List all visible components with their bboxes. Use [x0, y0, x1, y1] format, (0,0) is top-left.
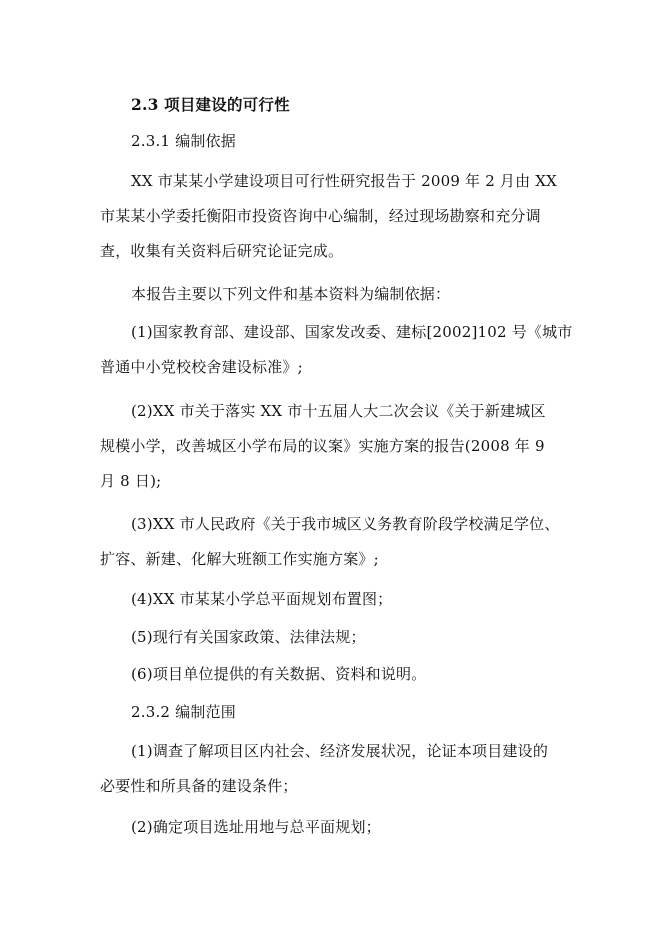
list-item-line: 普通中小党校校舍建设标准》; — [100, 358, 303, 376]
list-item-line: (5)现行有关国家政策、法律法规； — [131, 628, 366, 646]
paragraph-line: 本报告主要以下列文件和基本资料为编制依据： — [131, 285, 451, 303]
list-item-line: (2)XX 市关于落实 XX 市十五届人大二次会议《关于新建城区 — [131, 402, 546, 420]
list-item-line: (2)确定项目选址用地与总平面规划； — [131, 818, 381, 836]
subsection-title: 2.3.1 编制依据 — [131, 132, 236, 150]
list-item-line: (1)调查了解项目区内社会、经济发展状况，论证本项目建设的 — [131, 742, 549, 760]
subsection-title: 2.3.2 编制范围 — [131, 703, 236, 721]
list-item-line: (6)项目单位提供的有关数据、资料和说明。 — [131, 665, 427, 683]
list-item-line: (4)XX 市某某小学总平面规划布置图； — [131, 590, 393, 608]
list-item-line: 月 8 日); — [100, 472, 162, 490]
paragraph-line: 市某某小学委托衡阳市投资咨询中心编制，经过现场勘察和充分调 — [100, 207, 541, 225]
section-heading: 2.3 项目建设的可行性 — [131, 95, 290, 114]
list-item-line: (3)XX 市人民政府《关于我市城区义务教育阶段学校满足学位、 — [131, 515, 560, 533]
list-item-line: 规模小学，改善城区小学布局的议案》实施方案的报告(2008 年 9 — [100, 437, 545, 455]
paragraph-line: 查，收集有关资料后研究论证完成。 — [100, 242, 344, 260]
paragraph-line: XX 市某某小学建设项目可行性研究报告于 2009 年 2 月由 XX — [131, 172, 558, 190]
list-item-line: 扩容、新建、化解大班额工作实施方案》; — [100, 550, 379, 568]
list-item-line: (1)国家教育部、建设部、国家发改委、建标[2002]102 号《城市 — [131, 323, 573, 341]
list-item-line: 必要性和所具备的建设条件； — [100, 777, 298, 795]
